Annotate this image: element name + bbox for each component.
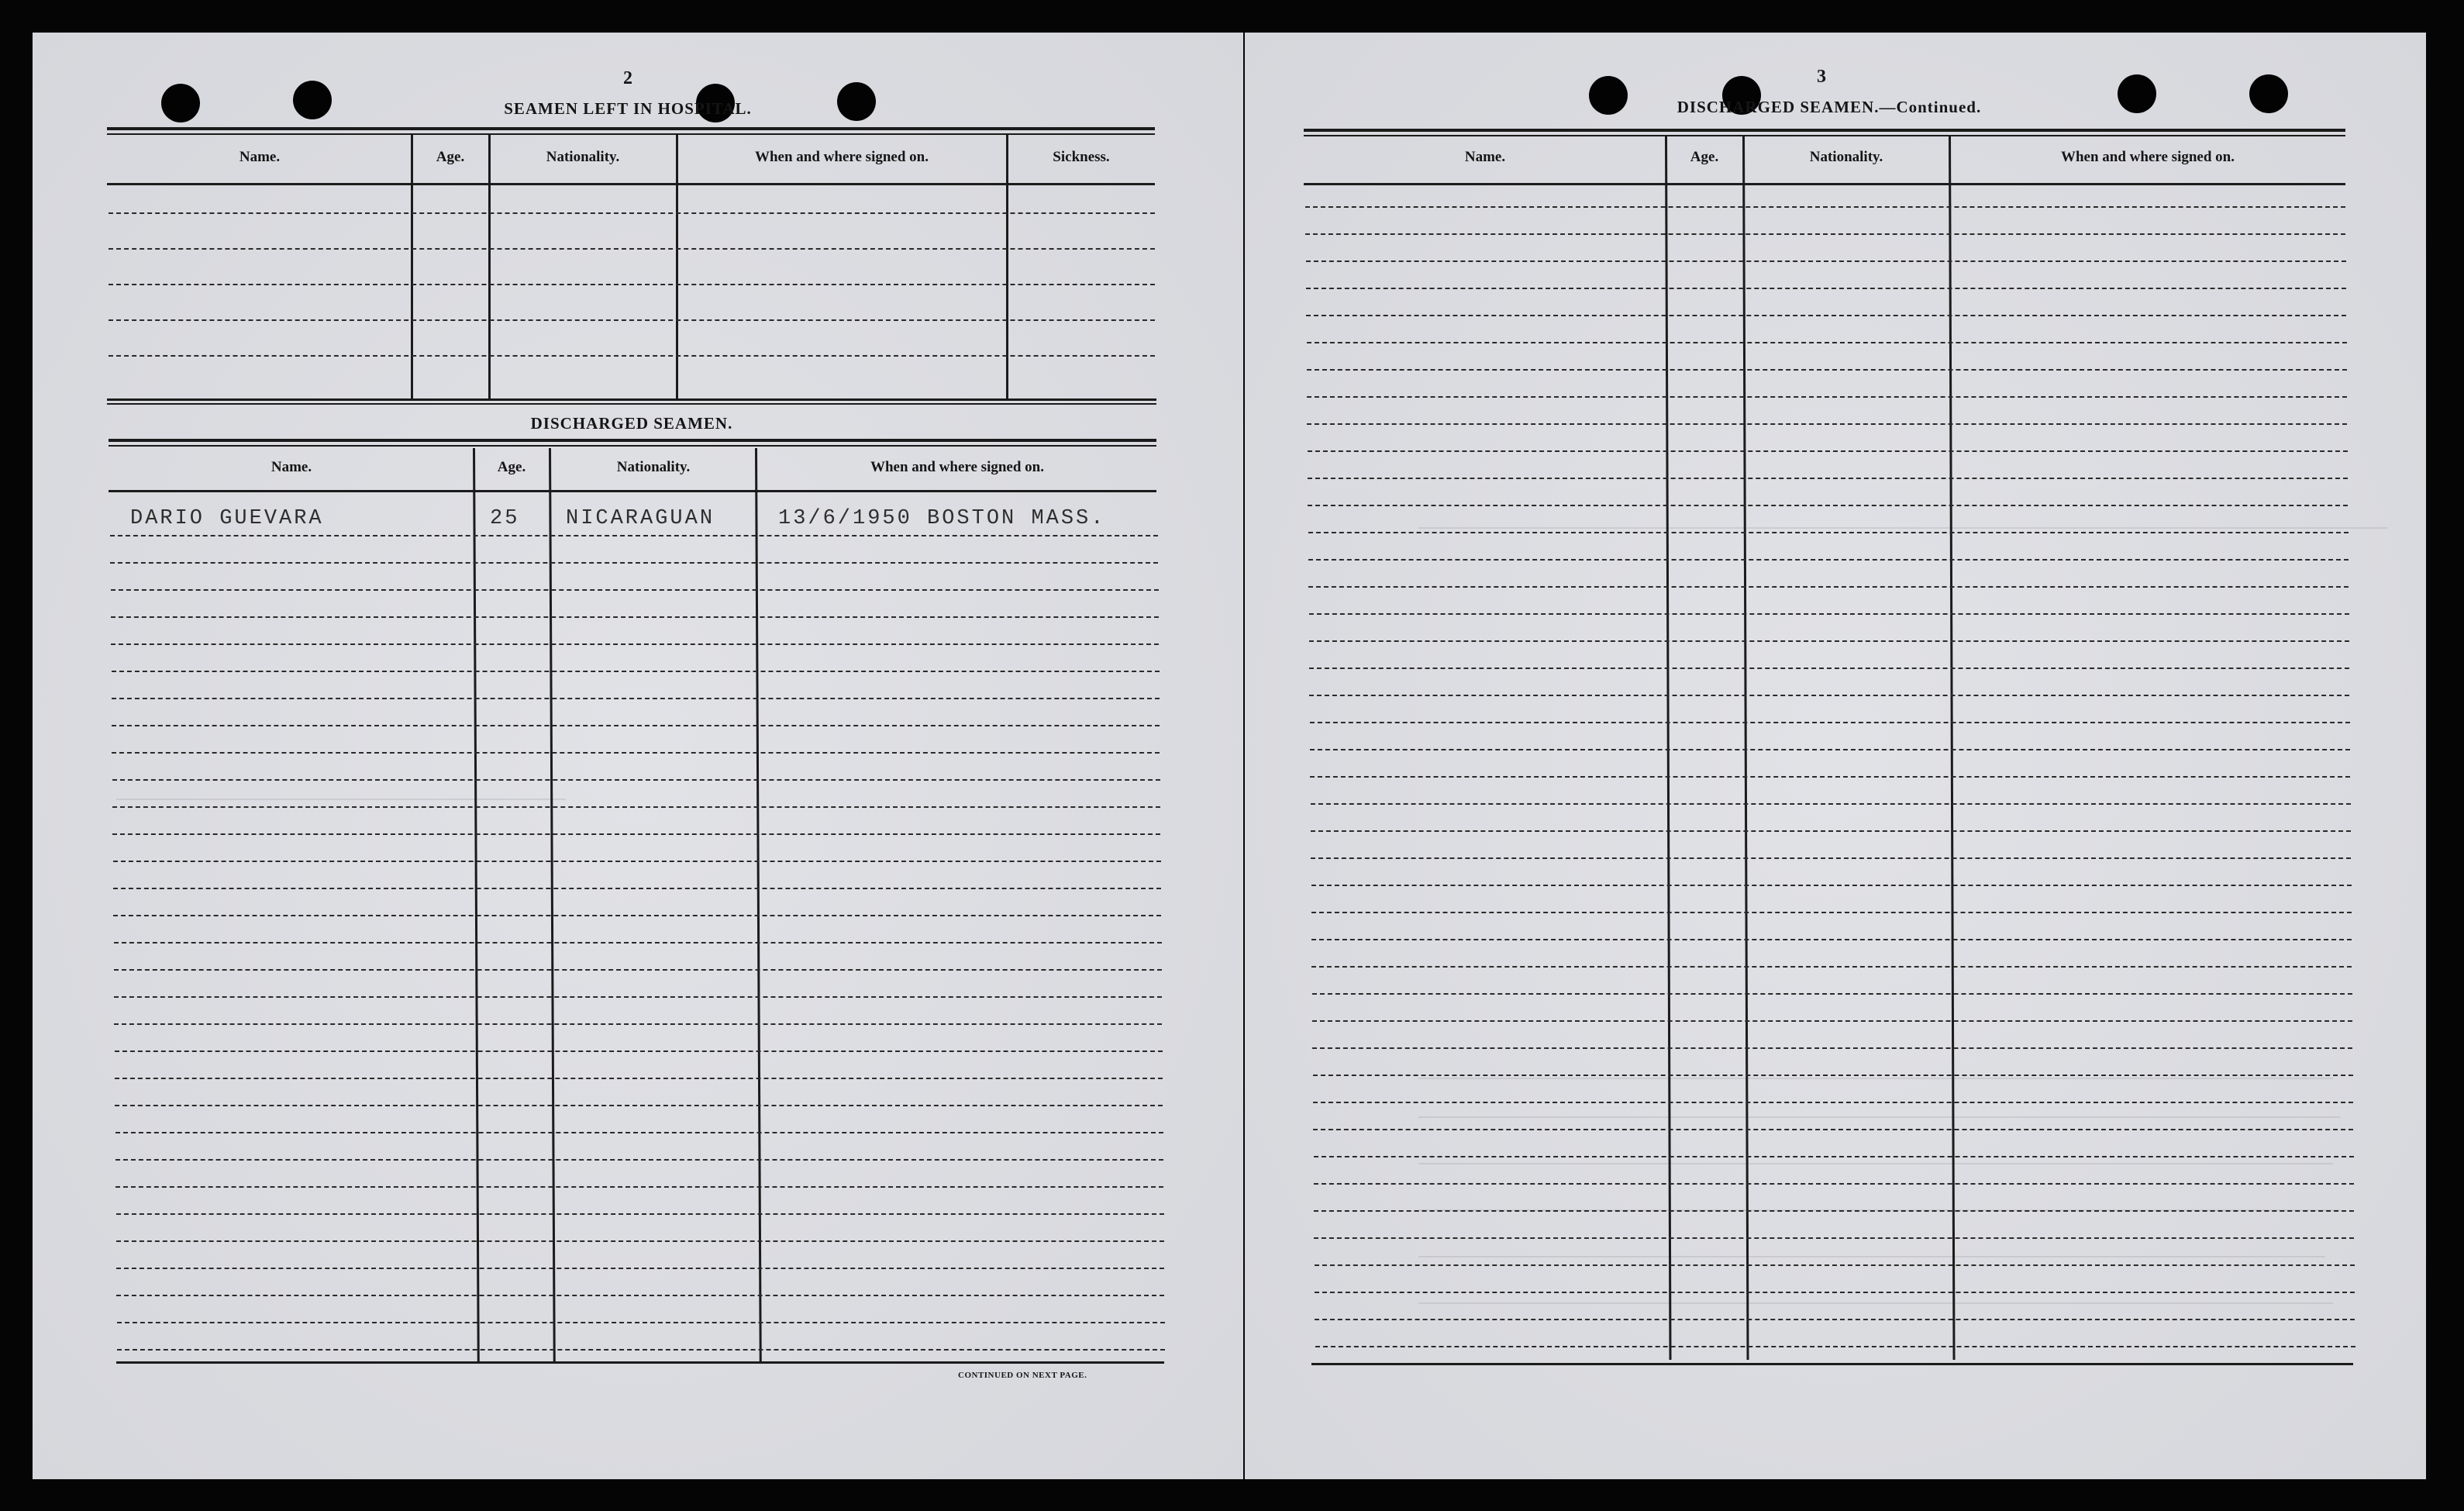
entry-name: DARIO GUEVARA bbox=[130, 507, 324, 530]
page-number: 2 bbox=[623, 68, 632, 88]
ruled-line bbox=[1307, 423, 2347, 425]
ruled-line bbox=[1314, 1183, 2354, 1185]
ruled-line bbox=[1313, 1129, 2353, 1130]
ruled-line bbox=[1306, 260, 2346, 262]
ruled-line bbox=[1307, 342, 2347, 343]
ruled-line bbox=[1311, 939, 2352, 940]
ruled-line bbox=[111, 589, 1159, 591]
header-underline bbox=[107, 183, 1155, 185]
bleed-through-line bbox=[1418, 1256, 2325, 1257]
ruled-line bbox=[110, 562, 1158, 564]
table-top-rule bbox=[109, 439, 1156, 442]
column-header-signed-on: When and where signed on. bbox=[870, 459, 1044, 475]
ruled-line bbox=[1308, 532, 2349, 533]
table-bottom-rule bbox=[107, 398, 1156, 401]
column-header-signed-on: When and where signed on. bbox=[754, 149, 929, 165]
bleed-through-line bbox=[1418, 1078, 2333, 1079]
column-header-age: Age. bbox=[1690, 149, 1719, 165]
ruled-line bbox=[115, 1105, 1163, 1106]
column-header-name: Name. bbox=[239, 149, 281, 165]
ruled-line bbox=[1306, 315, 2346, 316]
entry-age: 25 bbox=[490, 507, 520, 530]
ruled-line bbox=[114, 969, 1162, 971]
ruled-line bbox=[111, 616, 1159, 618]
column-header-nationality: Nationality. bbox=[616, 459, 691, 475]
column-header-signed-on: When and where signed on. bbox=[2060, 149, 2235, 165]
punch-hole bbox=[1589, 76, 1628, 115]
section-title-discharged: DISCHARGED SEAMEN. bbox=[530, 414, 733, 433]
ruled-line bbox=[1313, 1075, 2353, 1076]
ruled-line bbox=[109, 212, 1155, 214]
column-divider bbox=[411, 135, 413, 398]
right-page bbox=[1245, 33, 2426, 1479]
ruled-line bbox=[109, 355, 1155, 357]
entry-nationality: NICARAGUAN bbox=[566, 507, 715, 530]
table-top-rule bbox=[107, 127, 1155, 130]
ruled-line bbox=[117, 1349, 1165, 1351]
table-top-rule bbox=[1304, 135, 2345, 136]
ruled-line bbox=[1310, 722, 2350, 723]
ruled-line bbox=[1307, 396, 2347, 398]
ruled-line bbox=[112, 779, 1160, 781]
ruled-line bbox=[1312, 1047, 2352, 1049]
ruled-line bbox=[113, 888, 1161, 889]
ruled-line bbox=[116, 1295, 1164, 1296]
ruled-line bbox=[114, 1023, 1162, 1025]
ruled-line bbox=[112, 833, 1160, 835]
ruled-line bbox=[1314, 1210, 2354, 1212]
bleed-through-line bbox=[1418, 527, 2387, 529]
bleed-through-line bbox=[1418, 1163, 2333, 1164]
entry-signed-on: 13/6/1950 BOSTON MASS. bbox=[778, 507, 1106, 530]
ruled-line bbox=[1305, 206, 2345, 208]
ruled-line bbox=[1312, 993, 2352, 995]
ruled-line bbox=[1311, 912, 2352, 913]
ruled-line bbox=[109, 248, 1155, 250]
ruled-line bbox=[116, 1268, 1164, 1269]
column-header-nationality: Nationality. bbox=[546, 149, 620, 165]
ruled-line bbox=[113, 915, 1161, 916]
header-underline bbox=[109, 490, 1156, 492]
table-top-rule bbox=[109, 445, 1156, 447]
ruled-line bbox=[1309, 640, 2349, 642]
column-header-name: Name. bbox=[1464, 149, 1506, 165]
punch-hole bbox=[2118, 74, 2156, 113]
column-divider bbox=[676, 135, 678, 398]
section-title-discharged-continued: DISCHARGED SEAMEN.—Continued. bbox=[1677, 98, 1982, 116]
column-divider bbox=[1006, 135, 1008, 398]
ruled-line bbox=[112, 752, 1160, 754]
ruled-line bbox=[1308, 586, 2349, 588]
page-number: 3 bbox=[1817, 67, 1826, 87]
ruled-line bbox=[117, 1322, 1165, 1323]
ruled-line bbox=[1311, 966, 2352, 968]
ruled-line bbox=[1312, 1020, 2352, 1022]
ruled-line bbox=[115, 1050, 1163, 1052]
ruled-line bbox=[114, 996, 1162, 998]
punch-hole bbox=[161, 84, 200, 122]
ruled-line bbox=[1311, 857, 2351, 859]
punch-hole bbox=[293, 81, 332, 119]
ruled-line bbox=[112, 671, 1160, 672]
table-top-rule bbox=[1304, 129, 2345, 132]
ruled-line bbox=[110, 535, 1158, 536]
column-header-name: Name. bbox=[271, 459, 312, 475]
header-underline bbox=[1304, 183, 2345, 185]
column-header-age: Age. bbox=[436, 149, 465, 165]
ruled-line bbox=[1314, 1156, 2354, 1157]
ruled-line bbox=[115, 1159, 1163, 1161]
ruled-line bbox=[1310, 776, 2350, 778]
ruled-line bbox=[1308, 505, 2348, 506]
ruled-line bbox=[1309, 668, 2349, 669]
ruled-line bbox=[1311, 885, 2352, 886]
ruled-line bbox=[113, 861, 1161, 862]
ruled-line bbox=[116, 1213, 1164, 1215]
table-bottom-rule bbox=[107, 403, 1156, 405]
ruled-line bbox=[114, 942, 1162, 944]
ruled-line bbox=[115, 1132, 1163, 1133]
column-divider bbox=[488, 135, 491, 398]
ruled-line bbox=[1315, 1319, 2355, 1320]
table-bottom-rule bbox=[116, 1361, 1164, 1364]
ruled-line bbox=[1315, 1346, 2355, 1347]
bleed-through-line bbox=[116, 799, 566, 800]
ruled-line bbox=[1309, 695, 2349, 696]
ruled-line bbox=[112, 725, 1160, 726]
bleed-through-line bbox=[1418, 1302, 2333, 1304]
ruled-line bbox=[109, 319, 1155, 321]
ruled-line bbox=[1308, 478, 2348, 479]
ruled-line bbox=[1307, 369, 2347, 371]
ruled-line bbox=[1313, 1102, 2353, 1103]
ruled-line bbox=[1314, 1237, 2354, 1239]
ruled-line bbox=[1315, 1264, 2355, 1266]
ruled-line bbox=[1310, 749, 2350, 750]
ruled-line bbox=[1315, 1292, 2355, 1293]
ruled-line bbox=[116, 1240, 1164, 1242]
column-header-sickness: Sickness. bbox=[1053, 149, 1110, 165]
column-header-nationality: Nationality. bbox=[1809, 149, 1883, 165]
continued-note: CONTINUED ON NEXT PAGE. bbox=[958, 1371, 1087, 1380]
ruled-line bbox=[1308, 559, 2349, 561]
ruled-line bbox=[1305, 233, 2345, 235]
ruled-line bbox=[115, 1186, 1163, 1188]
column-header-age: Age. bbox=[497, 459, 526, 475]
ruled-line bbox=[115, 1078, 1163, 1079]
ruled-line bbox=[112, 806, 1160, 808]
punch-hole bbox=[2249, 74, 2288, 113]
ruled-line bbox=[1311, 803, 2351, 805]
ruled-line bbox=[111, 643, 1159, 645]
ruled-line bbox=[1309, 613, 2349, 615]
ruled-line bbox=[1308, 450, 2348, 452]
ruled-line bbox=[1306, 288, 2346, 289]
ruled-line bbox=[112, 698, 1160, 699]
bleed-through-line bbox=[1418, 1116, 2341, 1118]
section-title-hospital: SEAMEN LEFT IN HOSPITAL. bbox=[504, 99, 752, 118]
ruled-line bbox=[109, 284, 1155, 285]
ruled-line bbox=[1311, 830, 2351, 832]
table-bottom-rule bbox=[1311, 1363, 2353, 1365]
table-top-rule bbox=[107, 133, 1155, 135]
